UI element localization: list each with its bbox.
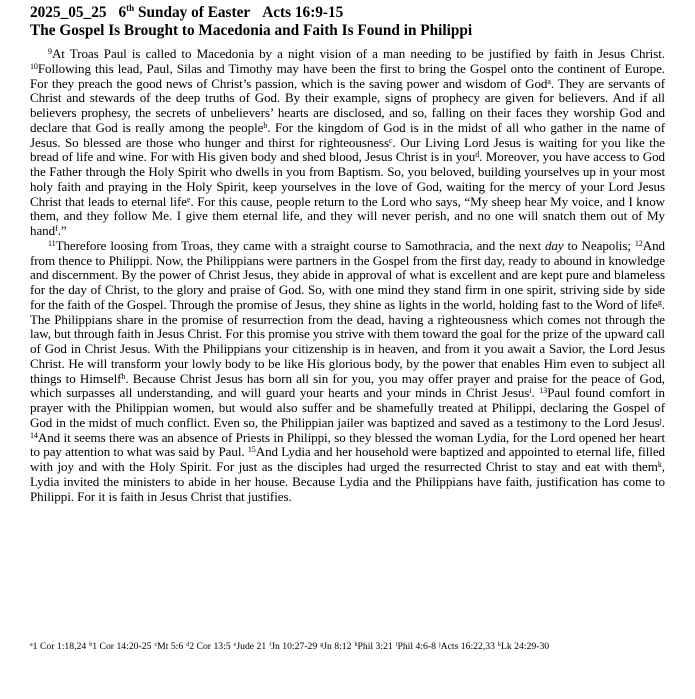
paragraph: [30, 47, 665, 239]
footnote-entry: [320, 641, 351, 652]
footnote-entry: [30, 641, 86, 652]
footnote-mark: j: [438, 642, 441, 648]
footnote-marker: d: [475, 150, 480, 160]
text-run: And Lydia and her household were baptized and appointed to eternal life, filled with joy and with the Holy Spirit. For just as the disciples had urged the resurrected Christ to stay and eat with them: [30, 444, 665, 474]
verse-number: 9: [48, 47, 52, 56]
footnote-marker: h: [121, 371, 126, 381]
text-run: Therefore loosing from Troas, they came with a straight course to Samothracia, and the next: [55, 237, 545, 253]
sermon-date: 2025_05_25: [30, 4, 107, 21]
footnote-ref: Lk 24:29-30: [500, 641, 550, 652]
footnote-entry: [89, 641, 151, 652]
text-run: At Troas Paul is called to Macedonia by a night vision of a man needing to be justified by faith in Jesus Christ.: [51, 46, 665, 61]
text-run: And it seems there was an absence of Priests in Philippi, so they blessed the woman Lydia, for the Lord opened her heart to pay attention to what was said by Paul.: [30, 429, 665, 460]
footnote-ref: Jn 8:12: [323, 641, 352, 652]
footnote-mark: i: [395, 642, 398, 648]
footnote-entry: [269, 641, 317, 652]
text-run: to Neapolis;: [563, 237, 635, 253]
footnote-mark: k: [497, 642, 501, 648]
footnote-ref: 2 Cor 13:5: [189, 641, 231, 652]
ordinal-number: 6: [118, 4, 127, 21]
footnote-entry: [154, 641, 183, 652]
footnote-entry: [396, 641, 436, 652]
sermon-subtitle: The Gospel Is Brought to Macedonia and Faith Is Found in Philippi: [30, 22, 473, 39]
footnote-ref: Jn 10:27-29: [271, 641, 318, 652]
footnote-marker: i: [529, 386, 532, 396]
verse-number: 10: [30, 61, 38, 71]
footnote-ref: 1 Cor 14:20-25: [92, 641, 152, 652]
footnote-mark: b: [89, 642, 93, 648]
footnote-entry: [234, 641, 267, 652]
occasion: Sunday of Easter: [137, 4, 251, 21]
ordinal-suffix: th: [126, 2, 135, 13]
footnote-entry: [439, 641, 495, 652]
verse-number: 11: [48, 238, 56, 248]
text-run: . The Philippians share in the promise of resurrection from the dead, having a righteousness which comes not through the law, but through faith in Jesus Christ. For this promise you strive with them toward the goal for the prize of the upward call of God in Christ Jesus. With the Philippians your citizenship is in heaven, and from it you await a Savior, the Lord Jesus Christ. He will transform your lowly body to be like His glorious body, by the power that enables Him even to subject all things to Himself: [30, 296, 665, 386]
text-run: . Because Christ Jesus has born all sin for you, you may offer prayer and praise for the peace of God, which surpasses all understanding, and will guard your hearts and your minds in Christ Jesus: [30, 370, 665, 401]
text-run: . They are servants of Christ and stewards of the deep truths of God. By their example, signs of prophecy are given for believers. And if all believers prophesy, the secrets of unbelievers’ hearts are disclosed, and so, falling on their faces they worship God and declare that God is really among the people: [30, 75, 666, 135]
paragraph: [30, 239, 665, 505]
footnote-marker: b: [263, 120, 268, 130]
footnote-marker: k: [657, 460, 662, 469]
footnote-marker: f: [55, 224, 58, 233]
text-run: Paul found comfort in prayer with the Philippian women, but would also suffer and be shamefully treated at Philippi, declaring the Gospel of God in the midst of much conflict. Even so, the Philippian jailer was baptized and saved as a testimony to the Lord Jesus: [30, 385, 666, 430]
text-run: . For this cause, people return to the Lord who says, “My sheep hear My voice, and I know them, and they follow Me. I give them eternal life, and they will never perish, and no one will snatch them out of My hand: [30, 193, 666, 238]
verse-number: 13: [539, 386, 548, 396]
footnote-ref: 1 Cor 1:18,24: [32, 641, 87, 652]
footnote-mark: e: [233, 642, 237, 648]
text-run: Following this lead, Paul, Silas and Timothy may have been the first to bring the Gospel onto the continent of Europe. For they preach the good news of Christ’s passion, which is the saving power and wisdom of God: [30, 60, 665, 91]
text-run: . For the kingdom of God is in the midst of all who gather in the name of Jesus. So blessed are those who hunger and thirst for righteousness: [30, 119, 665, 150]
footnote-marker: g: [657, 297, 662, 307]
footnote-mark: a: [30, 642, 33, 648]
text-run: , Lydia invited the ministers to abide in her house. Because Lydia and the Philippians have faith, justification has come to Philippi. For it is faith in Jesus Christ that justifies.: [30, 459, 665, 504]
footnote-ref: Jude 21: [236, 641, 267, 652]
text-run: .: [531, 385, 540, 401]
footnote-references: [30, 641, 552, 653]
text-run: . Moreover, you have access to God the Father through the Holy Spirit who dwells in you from Baptism. So, you beloved, building yourselves up in your most holy faith and praying in the Holy Spirit, keep yourselves in the love of God, waiting for the mercy of your Lord Jesus Christ that leads to eternal life: [30, 149, 665, 209]
footnote-mark: c: [154, 642, 158, 648]
footnote-mark: d: [186, 642, 190, 648]
text-run: .: [661, 414, 665, 430]
text-run: And from thence to Philippi. Now, the Philippians were partners in the Gospel from the first day, ready to abound in knowledge and discernment. By the power of Christ Jesus, they abide in approval of what is excellent and are kept pure and blameless for the day of Christ, to the glory and praise of God. So, with one mind they stand firm in one spirit, striving side by side for the faith of the Gospel. Through the promise of Jesus, they shine as lights in the world, holding fast to the Word of life: [30, 237, 665, 312]
footnote-entry: [355, 641, 393, 652]
footnote-ref: Phil 3:21: [357, 641, 393, 652]
italic-text: day: [544, 237, 564, 253]
text-run: . Our Living Lord Jesus is waiting for you like the bread of life and wine. For with His given body and shed blood, Jesus Christ is in you: [30, 134, 666, 165]
footnote-mark: g: [320, 642, 324, 648]
footnote-ref: Acts 16:22,33: [440, 641, 495, 652]
footnote-ref: Phil 4:6-8: [397, 641, 436, 652]
footnote-marker: e: [187, 194, 191, 204]
footnote-ref: Mt 5:6: [157, 641, 184, 652]
footnote-entry: [186, 641, 230, 652]
footnote-marker: a: [547, 76, 551, 86]
scripture-reference: Acts 16:9-15: [262, 4, 344, 21]
footnote-marker: c: [389, 135, 393, 145]
verse-number: 14: [30, 430, 38, 440]
title-line: [30, 4, 665, 22]
footnote-mark: h: [354, 642, 358, 648]
text-run: .”: [57, 223, 67, 238]
footnote-mark: f: [269, 642, 272, 648]
sermon-body: [30, 47, 665, 504]
verse-number: 12: [634, 238, 643, 248]
footnote-marker: j: [659, 415, 662, 425]
verse-number: 15: [247, 445, 256, 455]
footnote-entry: [498, 641, 549, 652]
